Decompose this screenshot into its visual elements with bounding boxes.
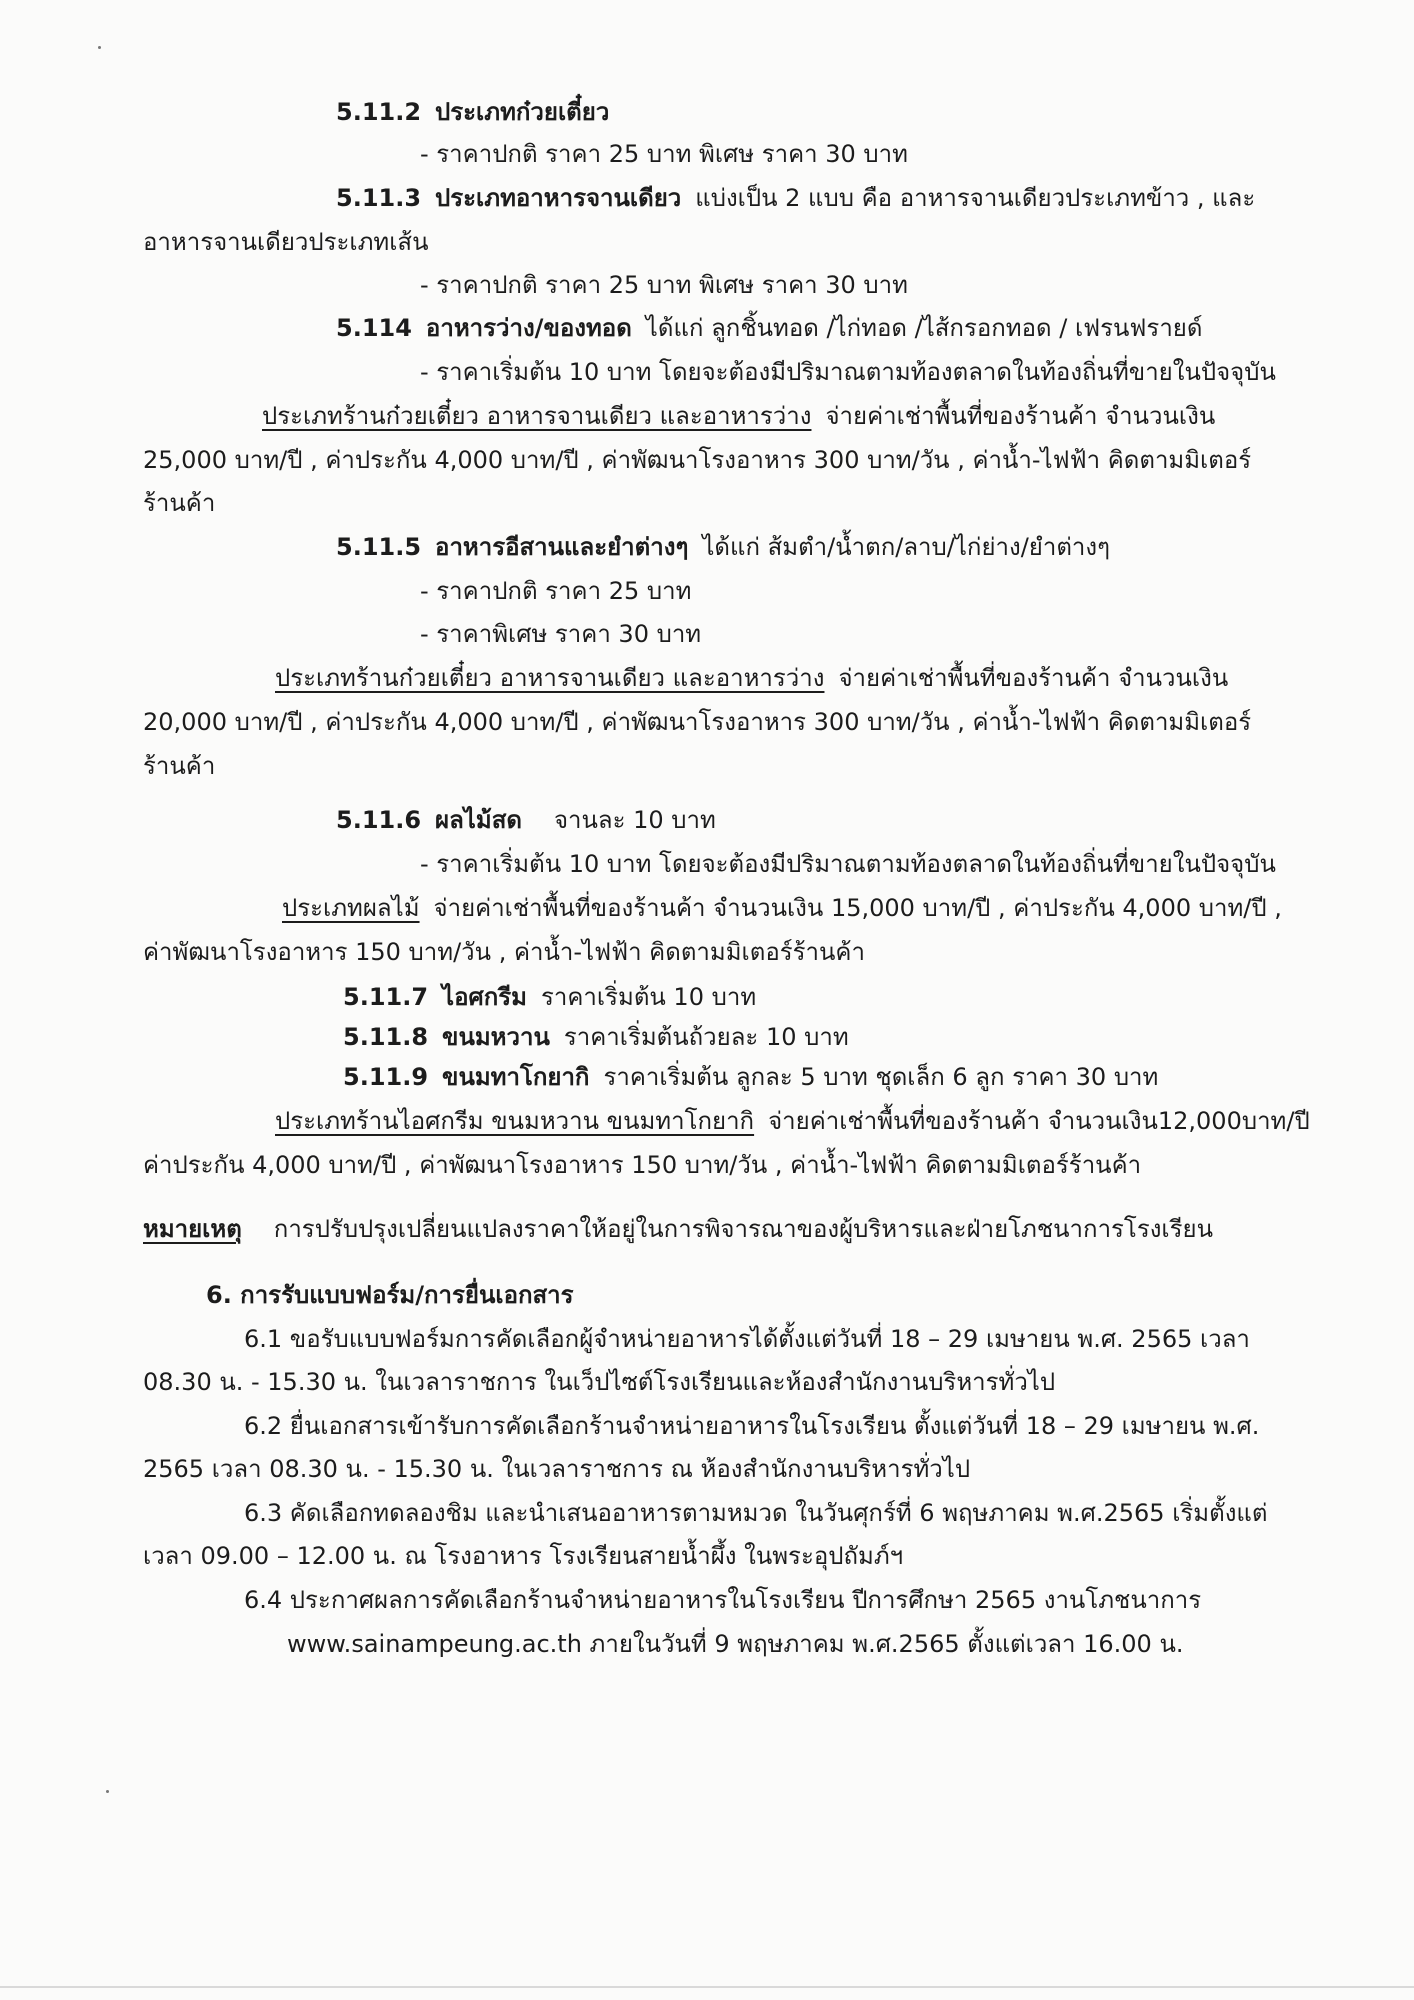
item-6-2-line-1: 6.2 ยื่นเอกสารเข้ารับการคัดเลือกร้านจำหน่ายอาหารในโรงเรียน ตั้งแต่วันที่ 18 – 29 เมษายน พ.ศ. [244, 1412, 1260, 1440]
heading-5-11-2 [336, 95, 609, 129]
section-description: ราคาเริ่มต้น ลูกละ 5 บาท ชุดเล็ก 6 ลูก ราคา 30 บาท [603, 1063, 1159, 1091]
fee-category: ประเภทร้านก๋วยเตี๋ยว อาหารจานเดียว และอาหารว่าง [262, 402, 812, 430]
section-number: 5.11.3 [336, 184, 422, 212]
section-title: ไอศกรีม [442, 983, 527, 1011]
note-text: การปรับปรุงเปลี่ยนแปลงราคาให้อยู่ในการพิจารณาของผู้บริหารและฝ่ายโภชนาการโรงเรียน [273, 1215, 1213, 1243]
fee-category: ประเภทผลไม้ [282, 894, 420, 922]
item-6-2-line-2: 2565 เวลา 08.30 น. - 15.30 น. ในเวลาราชการ ณ ห้องสำนักงานบริหารทั่วไป [143, 1455, 971, 1483]
section-number: 5.11.8 [343, 1023, 429, 1051]
section-title: อาหารว่าง/ของทอด [425, 314, 632, 342]
item-6-3-line-2: เวลา 09.00 – 12.00 น. ณ โรงอาหาร โรงเรียนสายน้ำผึ้ง ในพระอุปถัมภ์ฯ [143, 1542, 904, 1570]
section-description: ราคาเริ่มต้น 10 บาท [541, 983, 757, 1011]
fee-text: จ่ายค่าเช่าพื้นที่ของร้านค้า จำนวนเงิน [825, 402, 1216, 430]
item-6-1-line-1: 6.1 ขอรับแบบฟอร์มการคัดเลือกผู้จำหน่ายอาหารได้ตั้งแต่วันที่ 18 – 29 เมษายน พ.ศ. 2565 เวลา [244, 1325, 1250, 1353]
heading-5-11-9 [343, 1060, 1158, 1094]
scan-speck [98, 46, 101, 49]
heading-5-11-7 [343, 980, 756, 1014]
fee-text: จ่ายค่าเช่าพื้นที่ของร้านค้า จำนวนเงิน12,000บาท/ปี [768, 1107, 1310, 1135]
fee-block-2-line-2: 20,000 บาท/ปี , ค่าประกัน 4,000 บาท/ปี , ค่าพัฒนาโรงอาหาร 300 บาท/วัน , ค่าน้ำ-ไฟฟ้า คิดตามมิเตอร์ [143, 708, 1252, 736]
heading-5-11-4 [336, 311, 1202, 345]
section-title: ขนมหวาน [442, 1023, 550, 1051]
fee-block-1-line-2: 25,000 บาท/ปี , ค่าประกัน 4,000 บาท/ปี , ค่าพัฒนาโรงอาหาร 300 บาท/วัน , ค่าน้ำ-ไฟฟ้า คิดตามมิเตอร์ [143, 446, 1252, 474]
heading-5-11-3 [336, 181, 1255, 215]
fee-block-2-line-3: ร้านค้า [143, 752, 216, 780]
price-line: - ราคาปกติ ราคา 25 บาท พิเศษ ราคา 30 บาท [420, 140, 908, 168]
section-description: ราคาเริ่มต้นถ้วยละ 10 บาท [563, 1023, 849, 1051]
section-number: 5.11.2 [336, 98, 422, 126]
price-line: - ราคาปกติ ราคา 25 บาท [420, 577, 692, 605]
section-description: จานละ 10 บาท [553, 806, 716, 834]
note-label: หมายเหตุ [143, 1215, 242, 1243]
fee-block-4-line-1 [275, 1104, 1310, 1138]
section-number: 5.11.7 [343, 983, 429, 1011]
section-title: ผลไม้สด [435, 806, 522, 834]
fee-text: จ่ายค่าเช่าพื้นที่ของร้านค้า จำนวนเงิน [838, 664, 1229, 692]
price-line: - ราคาปกติ ราคา 25 บาท พิเศษ ราคา 30 บาท [420, 271, 908, 299]
section-description-cont: อาหารจานเดียวประเภทเส้น [143, 228, 429, 256]
section-number: 5.11.5 [336, 533, 422, 561]
fee-block-2-line-1 [275, 661, 1228, 695]
fee-block-3-line-1 [282, 891, 1282, 925]
section-number: 5.114 [336, 314, 412, 342]
scan-speck [106, 1790, 109, 1793]
fee-category: ประเภทร้านก๋วยเตี๋ยว อาหารจานเดียว และอาหารว่าง [275, 664, 825, 692]
fee-block-1-line-3: ร้านค้า [143, 489, 216, 517]
section-title: อาหารอีสานและยำต่างๆ [435, 533, 689, 561]
item-6-4-line-1: 6.4 ประกาศผลการคัดเลือกร้านจำหน่ายอาหารในโรงเรียน ปีการศึกษา 2565 งานโภชนาการ [244, 1586, 1202, 1614]
section-description: ได้แก่ ลูกชิ้นทอด /ไก่ทอด /ไส้กรอกทอด / เฟรนฟรายด์ [645, 314, 1203, 342]
heading-5-11-6 [336, 803, 716, 837]
heading-5-11-8 [343, 1020, 849, 1054]
price-line: - ราคาเริ่มต้น 10 บาท โดยจะต้องมีปริมาณตามท้องตลาดในท้องถิ่นที่ขายในปัจจุบัน [420, 358, 1276, 386]
price-line: - ราคาพิเศษ ราคา 30 บาท [420, 620, 702, 648]
fee-block-4-line-2: ค่าประกัน 4,000 บาท/ปี , ค่าพัฒนาโรงอาหาร 150 บาท/วัน , ค่าน้ำ-ไฟฟ้า คิดตามมิเตอร์ร้านค้า [143, 1151, 1142, 1179]
item-6-4-line-2: www.sainampeung.ac.th ภายในวันที่ 9 พฤษภาคม พ.ศ.2565 ตั้งแต่เวลา 16.00 น. [287, 1630, 1184, 1658]
section-description: แบ่งเป็น 2 แบบ คือ อาหารจานเดียวประเภทข้าว , และ [695, 184, 1256, 212]
section-title: ประเภทอาหารจานเดียว [435, 184, 682, 212]
scan-edge-line [0, 1986, 1414, 1988]
section-6-title: 6. การรับแบบฟอร์ม/การยื่นเอกสาร [206, 1281, 574, 1309]
section-number: 5.11.9 [343, 1063, 429, 1091]
price-line: - ราคาเริ่มต้น 10 บาท โดยจะต้องมีปริมาณตามท้องตลาดในท้องถิ่นที่ขายในปัจจุบัน [420, 850, 1276, 878]
section-number: 5.11.6 [336, 806, 422, 834]
section-title: ขนมทาโกยากิ [442, 1063, 590, 1091]
fee-block-1-line-1 [262, 399, 1215, 433]
section-description: ได้แก่ ส้มตำ/น้ำตก/ลาบ/ไก่ย่าง/ยำต่างๆ [702, 533, 1110, 561]
note-line [143, 1212, 1213, 1246]
fee-category: ประเภทร้านไอศกรีม ขนมหวาน ขนมทาโกยากิ [275, 1107, 755, 1135]
heading-5-11-5 [336, 530, 1110, 564]
item-6-3-line-1: 6.3 คัดเลือกทดลองชิม และนำเสนออาหารตามหมวด ในวันศุกร์ที่ 6 พฤษภาคม พ.ศ.2565 เริ่มตั้งแต่ [244, 1499, 1268, 1527]
item-6-1-line-2: 08.30 น. - 15.30 น. ในเวลาราชการ ในเว็ปไซต์โรงเรียนและห้องสำนักงานบริหารทั่วไป [143, 1368, 1056, 1396]
section-title: ประเภทก๋วยเตี๋ยว [435, 98, 610, 126]
fee-block-3-line-2: ค่าพัฒนาโรงอาหาร 150 บาท/วัน , ค่าน้ำ-ไฟฟ้า คิดตามมิเตอร์ร้านค้า [143, 938, 865, 966]
fee-text: จ่ายค่าเช่าพื้นที่ของร้านค้า จำนวนเงิน 15,000 บาท/ปี , ค่าประกัน 4,000 บาท/ปี , [433, 894, 1282, 922]
